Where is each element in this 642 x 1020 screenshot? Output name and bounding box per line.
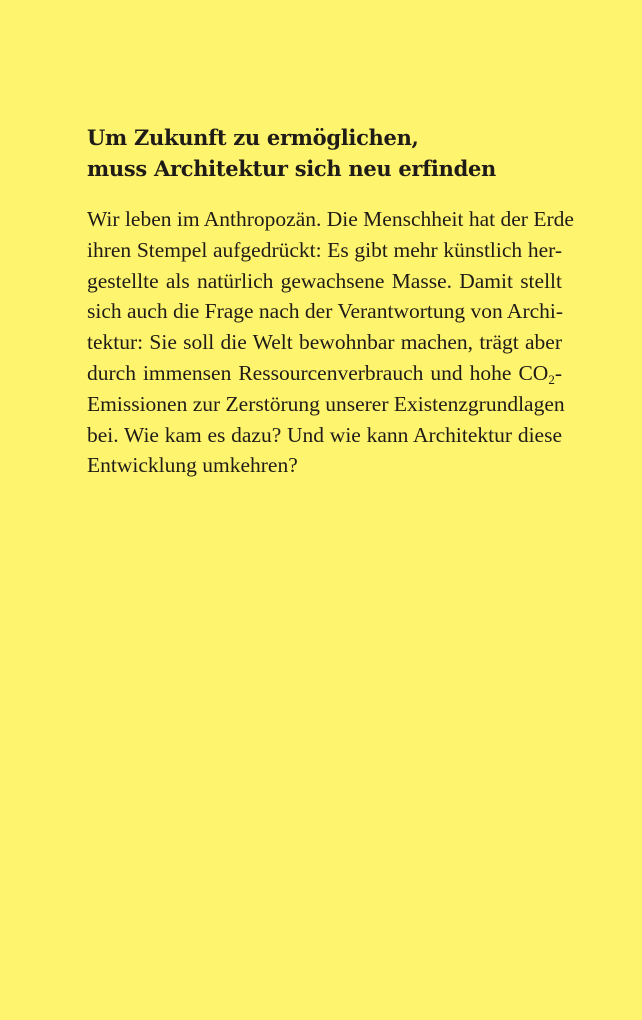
blurb-line-1: Wir leben im Anthropozän. Die Menschheit hat der Erde [87, 207, 574, 231]
blurb-line-7: Emissionen zur Zerstörung unserer Existenzgrundlagen [87, 391, 565, 416]
blurb-line-9: Entwicklung umkehren? [87, 453, 298, 478]
blurb-line-3: gestellte als natürlich gewachsene Masse. Damit stellt [87, 268, 562, 293]
cover-heading [87, 122, 587, 184]
blurb-text [87, 204, 574, 481]
blurb-line-5: tektur: Sie soll die Welt bewohnbar machen, trägt aber [87, 330, 562, 355]
blurb-line-4: sich auch die Frage nach der Verantwortung von Archi- [87, 299, 564, 324]
blurb-line-6-hyphen: - [554, 360, 562, 385]
blurb-line-6 [87, 358, 562, 389]
blurb-line-6-text: durch immensen Ressourcenverbrauch und hohe CO [87, 360, 549, 385]
heading-line-1: Um Zukunft zu ermöglichen, [87, 125, 419, 150]
blurb-line-2: ihren Stempel aufgedrückt: Es gibt mehr künstlich her- [87, 237, 562, 262]
co2-subscript: 2 [548, 371, 555, 387]
blurb-line-8: bei. Wie kam es dazu? Und wie kann Architektur diese [87, 422, 562, 447]
heading-line-2: muss Architektur sich neu erfinden [87, 156, 496, 181]
